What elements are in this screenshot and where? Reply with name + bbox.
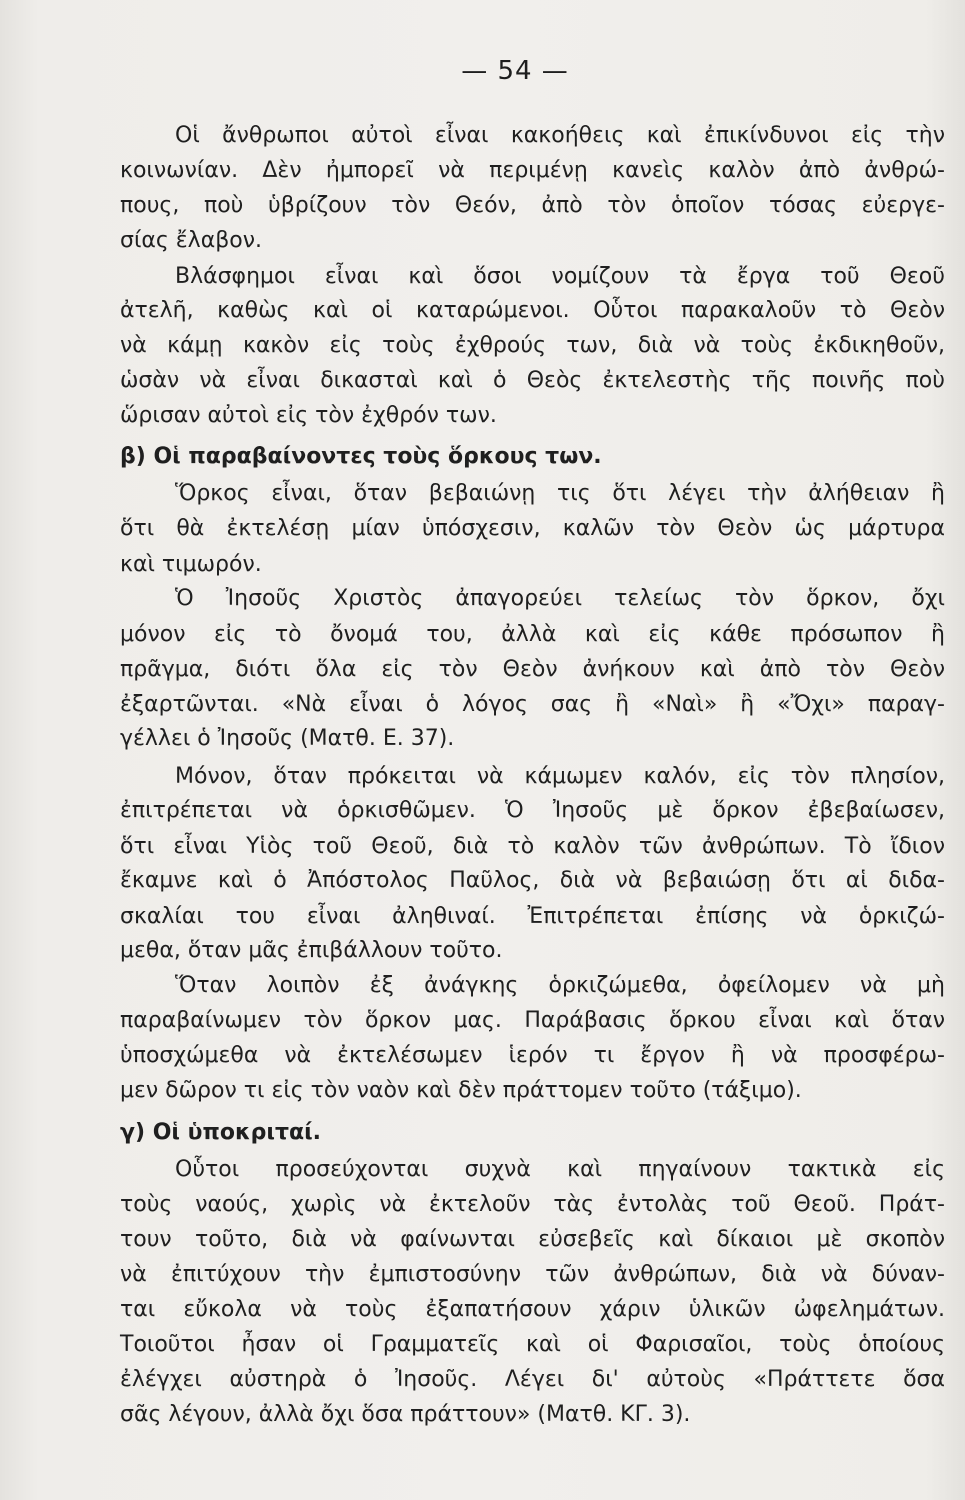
text-line: πους, ποὺ ὑβρίζουν τὸν Θεόν, ἀπὸ τὸν ὁποῖον τόσας εὐεργε-: [120, 193, 945, 218]
text-line: μόνον εἰς τὸ ὄνομά του, ἀλλὰ καὶ εἰς κάθε πρόσωπον ἢ: [120, 622, 945, 647]
text-line: τοὺς ναούς, χωρὶς νὰ ἐκτελοῦν τὰς ἐντολὰς τοῦ Θεοῦ. Πράτ-: [120, 1192, 945, 1217]
text-line: νὰ κάμῃ κακὸν εἰς τοὺς ἐχθρούς των, διὰ νὰ τοὺς ἐκδικηθοῦν,: [120, 333, 945, 358]
text-line: ται εὔκολα νὰ τοὺς ἐξαπατήσουν χάριν ὑλικῶν ὠφελημάτων.: [120, 1297, 945, 1322]
text-line: Μόνον, ὅταν πρόκειται νὰ κάμωμεν καλόν, εἰς τὸν πλησίον,: [175, 764, 945, 789]
section-heading-b: β) Οἱ παραβαίνοντες τοὺς ὅρκους των.: [120, 444, 602, 469]
text-line: Ὁ Ἰησοῦς Χριστὸς ἀπαγορεύει τελείως τὸν ὅρκον, ὄχι: [175, 586, 945, 611]
text-line: καὶ τιμωρόν.: [120, 552, 262, 577]
text-line: ἐπιτρέπεται νὰ ὁρκισθῶμεν. Ὁ Ἰησοῦς μὲ ὅρκον ἐβεβαίωσεν,: [120, 798, 945, 823]
text-line: ὅτι θὰ ἐκτελέσῃ μίαν ὑπόσχεσιν, καλῶν τὸν Θεὸν ὡς μάρτυρα: [120, 516, 945, 541]
text-line: Ὅταν λοιπὸν ἐξ ἀνάγκης ὁρκιζώμεθα, ὀφείλομεν νὰ μὴ: [175, 973, 945, 998]
text-line: Τοιοῦτοι ἦσαν οἱ Γραμματεῖς καὶ οἱ Φαρισαῖοι, τοὺς ὁποίους: [120, 1332, 945, 1357]
text-line: μεν δῶρον τι εἰς τὸν ναὸν καὶ δὲν πράττομεν τοῦτο (τάξιμο).: [120, 1078, 802, 1103]
text-line: ἐξαρτῶνται. «Νὰ εἶναι ὁ λόγος σας ἢ «Ναὶ» ἢ «Ὄχι» παραγ-: [120, 692, 945, 717]
section-heading-c: γ) Οἱ ὑποκριταί.: [120, 1120, 322, 1145]
text-line: Ὅρκος εἶναι, ὅταν βεβαιώνῃ τις ὅτι λέγει τὴν ἀλήθειαν ἢ: [175, 481, 945, 506]
text-line: ἔκαμνε καὶ ὁ Ἀπόστολος Παῦλος, διὰ νὰ βεβαιώσῃ ὅτι αἱ διδα-: [120, 868, 945, 893]
text-line: μεθα, ὅταν μᾶς ἐπιβάλλουν τοῦτο.: [120, 938, 503, 963]
text-line: ἐλέγχει αὐστηρὰ ὁ Ἰησοῦς. Λέγει δι' αὐτοὺς «Πράττετε ὅσα: [120, 1367, 945, 1392]
text-line: σᾶς λέγουν, ἀλλὰ ὄχι ὅσα πράττουν» (Ματθ. ΚΓ. 3).: [120, 1402, 691, 1427]
text-line: πρᾶγμα, διότι ὅλα εἰς τὸν Θεὸν ἀνήκουν καὶ ἀπὸ τὸν Θεὸν: [120, 657, 945, 682]
text-line: σκαλίαι του εἶναι ἀληθιναί. Ἐπιτρέπεται ἐπίσης νὰ ὁρκιζώ-: [120, 904, 945, 929]
text-line: παραβαίνωμεν τὸν ὅρκον μας. Παράβασις ὅρκου εἶναι καὶ ὅταν: [120, 1008, 945, 1033]
text-line: ὡσὰν νὰ εἶναι δικασταὶ καὶ ὁ Θεὸς ἐκτελεστὴς τῆς ποινῆς ποὺ: [120, 368, 945, 393]
text-line: σίας ἔλαβον.: [120, 228, 262, 253]
text-line: γέλλει ὁ Ἰησοῦς (Ματθ. Ε. 37).: [120, 726, 455, 751]
text-line: ἀτελῆ, καθὼς καὶ οἱ καταρώμενοι. Οὗτοι παρακαλοῦν τὸ Θεὸν: [120, 298, 945, 323]
text-line: ὑποσχώμεθα νὰ ἐκτελέσωμεν ἱερόν τι ἔργον ἢ νὰ προσφέρω-: [120, 1043, 945, 1068]
text-line: τουν τοῦτο, διὰ νὰ φαίνωνται εὐσεβεῖς καὶ δίκαιοι μὲ σκοπὸν: [120, 1227, 945, 1252]
text-line: νὰ ἐπιτύχουν τὴν ἐμπιστοσύνην τῶν ἀνθρώπων, διὰ νὰ δύναν-: [120, 1262, 945, 1287]
text-line: κοινωνίαν. Δὲν ἠμπορεῖ νὰ περιμένῃ κανεὶς καλὸν ἀπὸ ἀνθρώ-: [120, 158, 945, 183]
text-line: ὥρισαν αὐτοὶ εἰς τὸν ἐχθρόν των.: [120, 403, 497, 428]
text-line: Βλάσφημοι εἶναι καὶ ὅσοι νομίζουν τὰ ἔργα τοῦ Θεοῦ: [175, 264, 945, 289]
text-line: Οὗτοι προσεύχονται συχνὰ καὶ πηγαίνουν τακτικὰ εἰς: [175, 1157, 945, 1182]
text-line: Οἱ ἄνθρωποι αὐτοὶ εἶναι κακοήθεις καὶ ἐπικίνδυνοι εἰς τὴν: [175, 123, 945, 148]
text-line: ὅτι εἶναι Υἱὸς τοῦ Θεοῦ, διὰ τὸ καλὸν τῶν ἀνθρώπων. Τὸ ἴδιον: [120, 834, 945, 859]
page-number: — 54 —: [461, 56, 569, 86]
